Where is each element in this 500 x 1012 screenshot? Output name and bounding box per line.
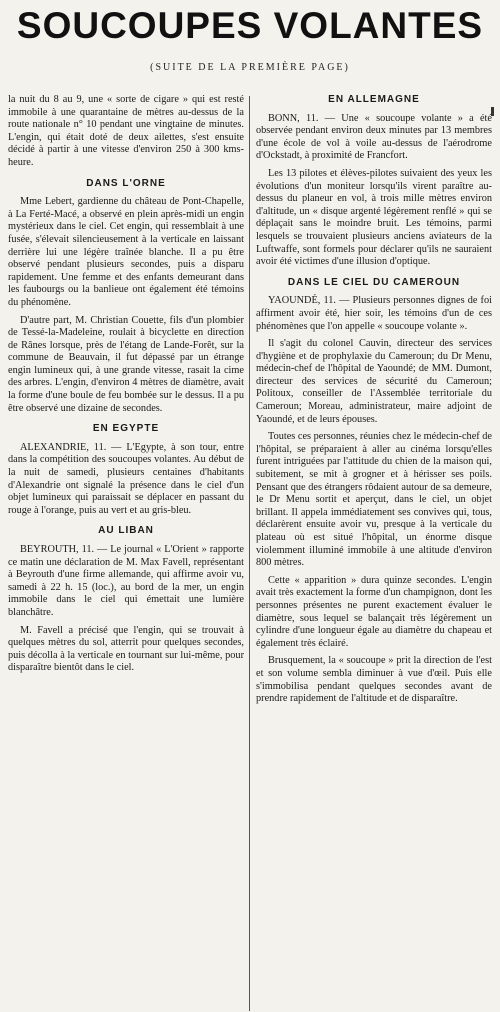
left-column — [8, 94, 244, 680]
paragraph-cameroun-5: Brusquement, la « soucoupe » prit la direction de l'est et son volume sembla diminuer à vue d'œil. Puis elle s'immobilisa pendant quelques secondes avant de prendre rapidement de l'altitude et de disparaître. — [256, 655, 492, 705]
paragraph-cameroun-1: YAOUNDÉ, 11. — Plusieurs personnes dignes de foi affirment avoir été, hier soir, les témoins d'un de ces phénomènes que l'on appelle « soucoupe volante ». — [256, 295, 492, 332]
section-title-orne: DANS L'ORNE — [86, 177, 166, 189]
right-column — [256, 94, 492, 711]
paragraph-cameroun-4: Cette « apparition » dura quinze secondes. L'engin avait très exactement la forme d'un champignon, dont les personnes présentes ne purent exactement évaluer le diamètre, sous lequel se balançait très légèrement un cylindre d'une longueur égale au diamètre du chapeau et également très éclairé. — [256, 574, 492, 649]
section-title-liban: AU LIBAN — [98, 525, 154, 537]
paragraph-cameroun-3: Toutes ces personnes, réunies chez le médecin-chef de l'hôpital, se préparaient à aller au cinéma lorsqu'elles furent intriguées par l'attitude du chien de la maison qui, subitement, se mit à grogner et à hérisser ses poils. Pensant que des étrangers rôdaient autour de sa demeure, le Dr Menu sortit et aperçut, dans le ciel, un objet brillant. Il appela immédiatement ses convives qui, tous, déclarèrent ensuite avoir vu, presque à la verticale du plateau où est situé l'hôpital, un énorme disque violemment illuminé immobile à une altitude d'environ 800 mètres. — [256, 431, 492, 569]
paragraph-cameroun-2: Il s'agit du colonel Cauvin, directeur des services d'hygiène et de prophylaxie du Cameroun; du Dr Menu, médecin-chef de l'hôpital de Yaoundé; de MM. Dumont, directeur des services de sécurité du Cameroun; Politoux, conseiller de l'Assemblée territoriale du Cameroun; Moreau, administrateur, maire adjoint de Yaoundé, et de leurs épouses. — [256, 338, 492, 425]
subheadline: (SUITE DE LA PREMIÈRE PAGE) — [150, 62, 350, 73]
paragraph-allemagne-2: Les 13 pilotes et élèves-pilotes suivaient des yeux les évolutions d'un moniteur lorsqu'ils virent paraître au-dessus du planeur en vol, à trois mille mètres environ d'altitude, un « disque argenté légèrement renflé » qui se déplaçait sans le moindre bruit. Les témoins, parmi lesquels se trouvaient plusieurs anciens aviateurs de la Luftwaffe, sont formels pour déclarer qu'ils ne sauraient avoir été victimes d'une illusion d'optique. — [256, 167, 492, 268]
intro-paragraph: la nuit du 8 au 9, une « sorte de cigare » qui est resté immobile à une quarantaine de mètres au-dessus de la route nationale n° 10 pendant une vingtaine de minutes. L'engin, qui était doté de deux ailettes, s'est ensuite décidé à partir à une vitesse d'environ 250 à 300 kms-heure. — [8, 94, 244, 168]
paragraph-egypte-1: ALEXANDRIE, 11. — L'Egypte, à son tour, entre dans la compétition des soucoupes volantes. Au début de la nuit de samedi, plusieurs centaines d'habitants d'Alexandrie ont signalé la présence dans le ciel d'un objet lumineux qui paraissait se déplacer en passant du rouge à l'orange, puis au vert et au gris-bleu. — [8, 441, 244, 516]
section-title-cameroun: DANS LE CIEL DU CAMEROUN — [287, 276, 461, 288]
headline: SOUCOUPES VOLANTES — [16, 5, 484, 46]
paragraph-allemagne-1: BONN, 11. — Une « soucoupe volante » a été observée pendant environ deux minutes par 13 membres d'une école de vol à voile au-dessus de l'aérodrome d'Ockstadt, à proximité de Francfort. — [256, 112, 492, 162]
paragraph-liban-1: BEYROUTH, 11. — Le journal « L'Orient » rapporte ce matin une déclaration de M. Max Favell, représentant à Beyrouth d'une firme allemande, qui affirme avoir vu, samedi à 22 h. 15 (loc.), au bord de la mer, un engin immobile dans le ciel qui émettait une lumière blanchâtre. — [8, 544, 244, 618]
section-title-egypte: EN EGYPTE — [92, 423, 160, 435]
paragraph-orne-1: Mme Lebert, gardienne du château de Pont-Chapelle, à La Ferté-Macé, a observé en plein après-midi un engin mystérieux dans le ciel. Cet engin, qui ressemblait à une fusée, s'élevait silencieusement à la verticale en laissant derrière lui une légère traînée blanche. Il a pu être observé pendant plusieurs secondes, puis a disparu rapidement. Une femme et des enfants demeurant dans les faubourgs ou la banlieue ont également été témoins du phénomène. — [8, 196, 244, 308]
column-divider — [249, 96, 250, 1011]
paragraph-orne-2: D'autre part, M. Christian Couette, fils d'un plombier de Tessé-la-Madeleine, roulait à bicyclette en direction de Rânes lorsque, près de l'étang de Lande-Forêt, sur la commune de Beauvain, il fut dépassé par un étrange engin lumineux qui, à une grande vitesse, rasait la cime des arbres. L'engin, d'environ 4 mètres de diamètre, avait la forme d'une boule de feu bombée sur le dessus. Il a pu être observé une dizaine de secondes. — [8, 314, 244, 414]
paragraph-liban-2: M. Favell a précisé que l'engin, qui se trouvait à quelques mètres du sol, atterrit pour quelques secondes, puis décolla à la verticale en tournant sur lui-même, pour disparaître bientôt dans le ciel. — [8, 624, 244, 674]
section-title-allemagne: EN ALLEMAGNE — [328, 94, 420, 105]
